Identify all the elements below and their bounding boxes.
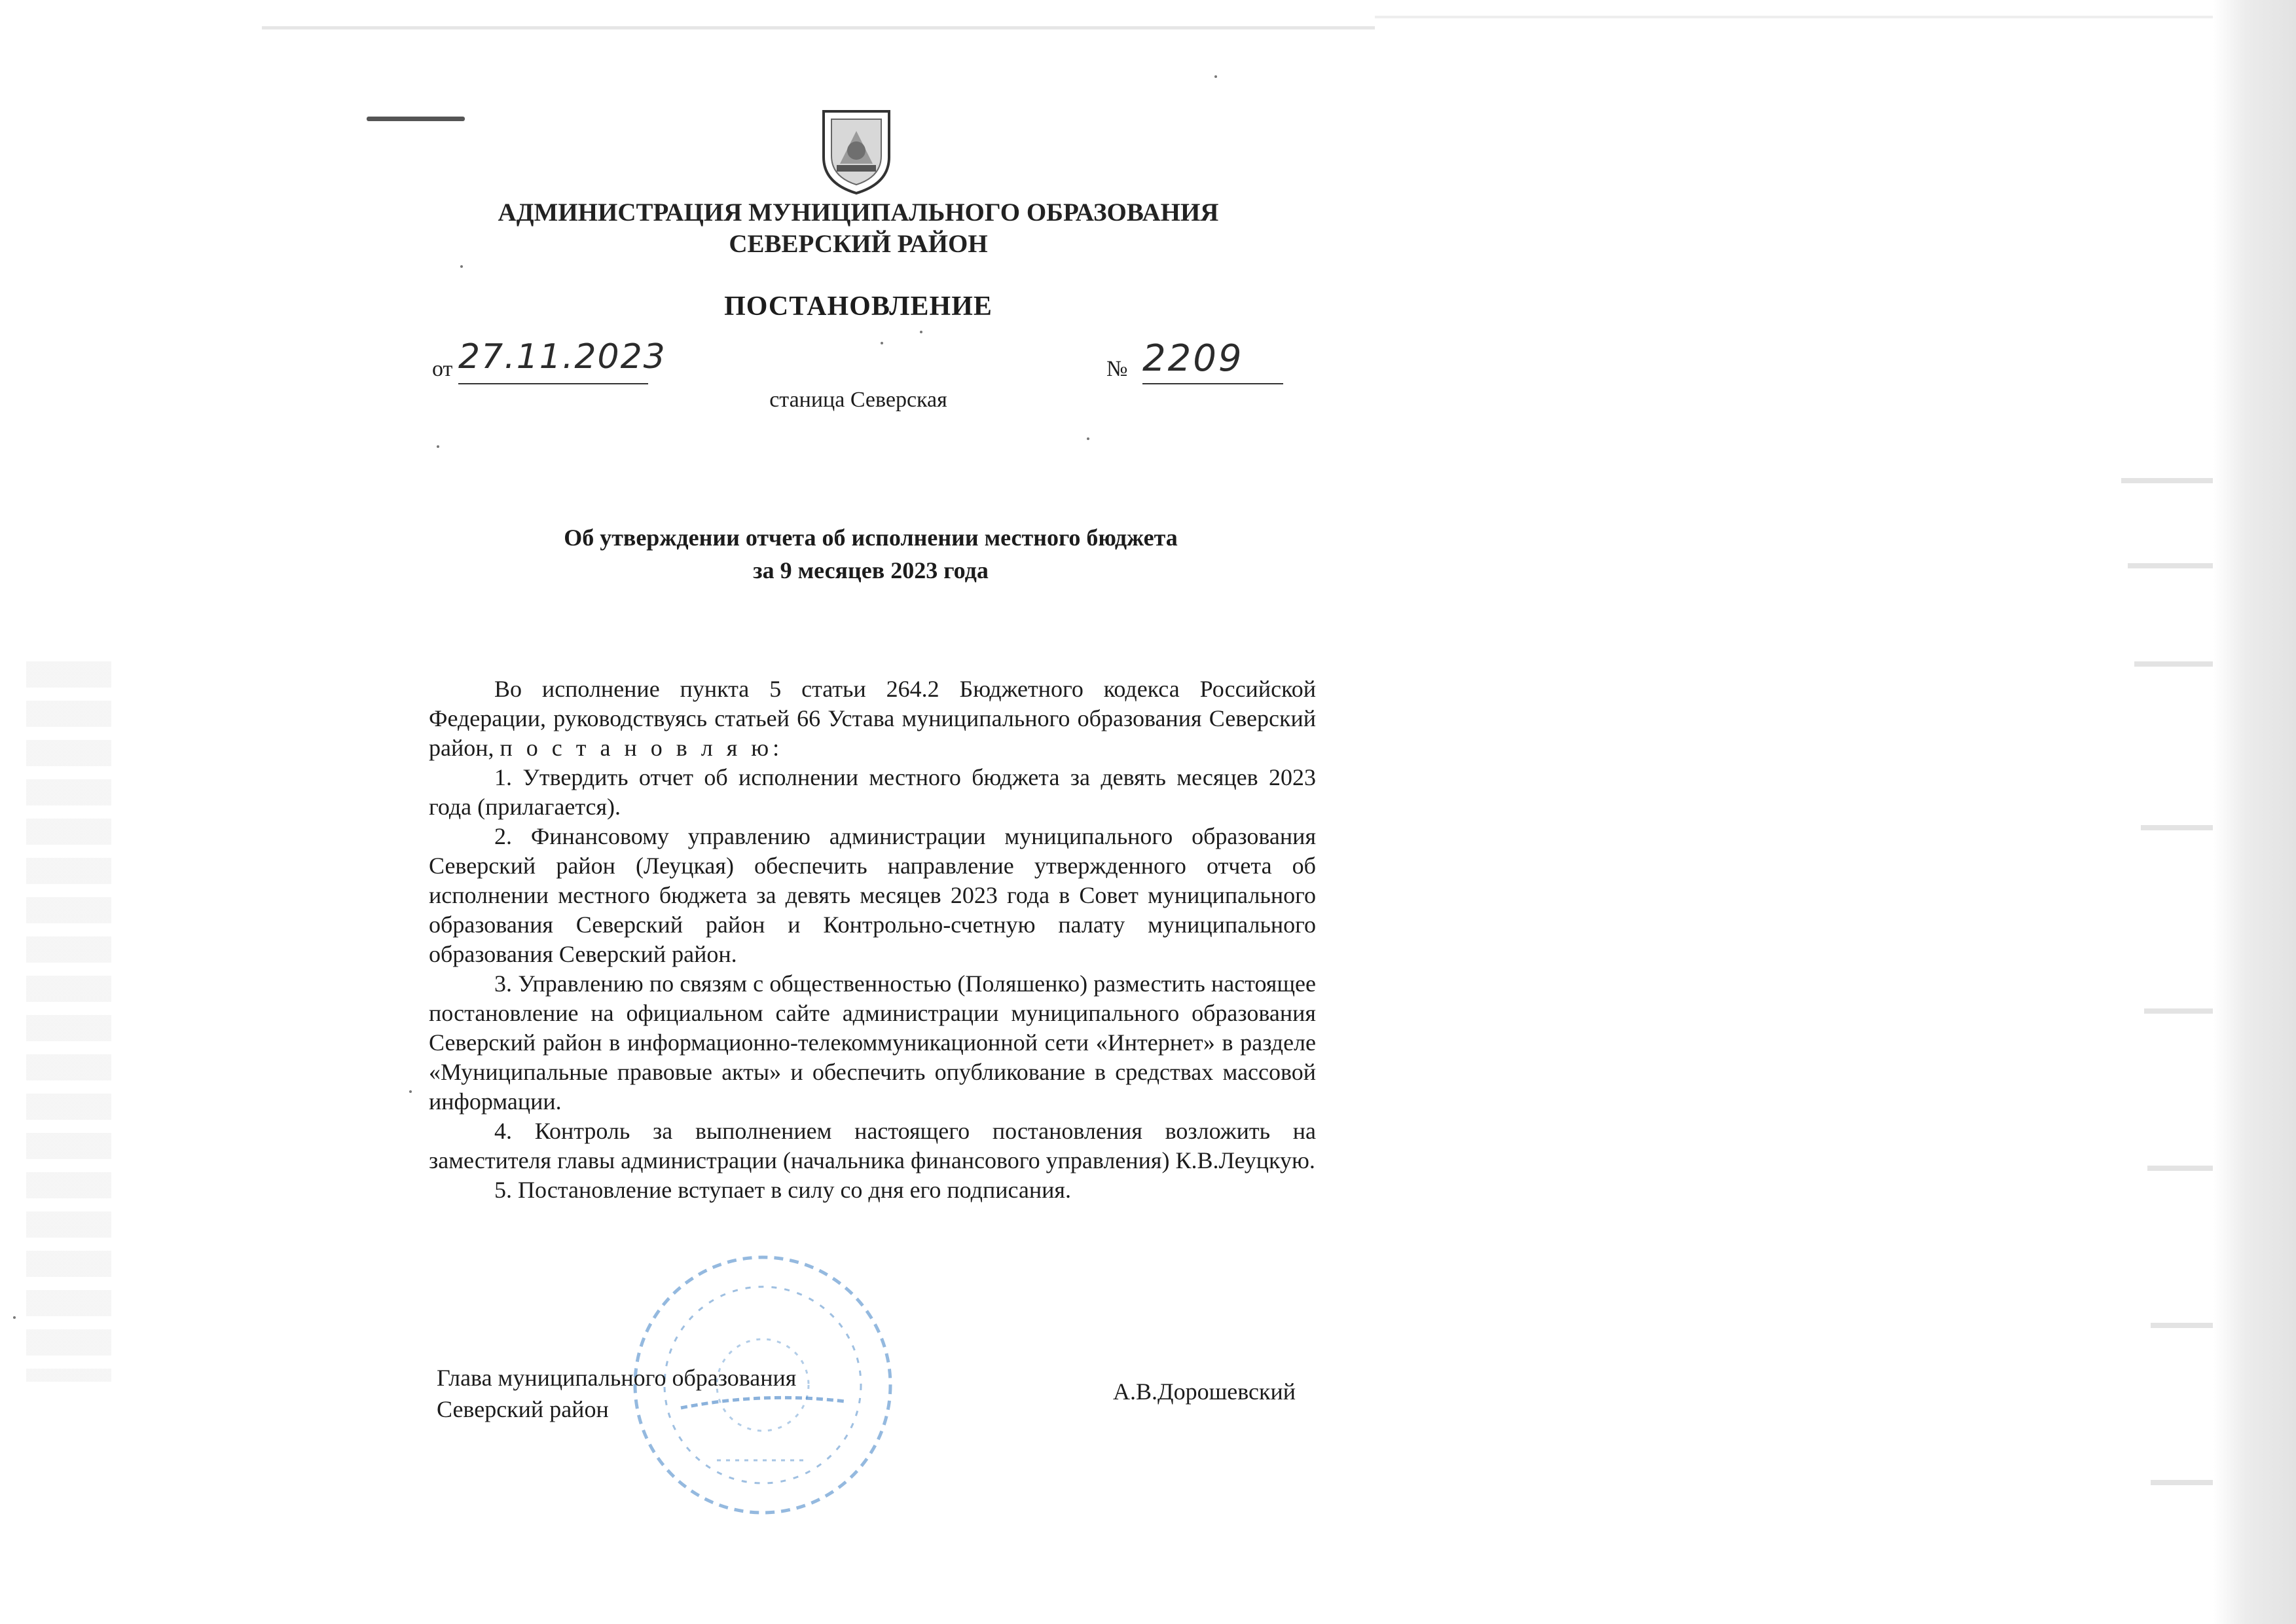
scan-speck — [13, 1316, 16, 1319]
authority-name-line2: СЕВЕРСКИЙ РАЙОН — [729, 230, 988, 258]
scan-artifact-line — [1375, 16, 2226, 18]
signatory-name: А.В.Дорошевский — [1113, 1378, 1296, 1405]
number-prefix: № — [1106, 357, 1128, 381]
scan-artifact-bleed — [2128, 563, 2213, 568]
scan-artifact-bleed — [2151, 1323, 2213, 1328]
scan-artifact-bleed — [2134, 661, 2213, 667]
document-subject — [445, 521, 1296, 587]
scan-speck — [920, 331, 922, 333]
scan-speck — [437, 445, 439, 448]
scan-speck — [1214, 75, 1217, 78]
scan-speck — [1087, 437, 1089, 440]
document-date: 27.11.2023 — [458, 337, 648, 384]
scan-artifact-bleed — [2147, 1166, 2213, 1171]
scan-artifact-bleed — [2141, 825, 2213, 830]
scan-speck — [409, 1090, 412, 1093]
document-body — [429, 674, 1316, 1205]
body-item-3: 3. Управлению по связям с общественностью (Поляшенко) разместить настоящее постановление на официальном сайте администрации муниципального образования Северский район в информационно-телекоммуникационной сети «Интернет» в разделе «Муниципальные правовые акты» и обеспечить опубликование в средствах массовой информации. — [429, 970, 1316, 1115]
body-intro — [429, 674, 1316, 763]
body-item-5: 5. Постановление вступает в силу со дня его подписания. — [494, 1177, 1071, 1203]
scan-artifact-bleed — [2121, 478, 2213, 483]
resolve-word: п о с т а н о в л я ю: — [500, 735, 784, 761]
coat-of-arms-icon — [817, 105, 896, 196]
subject-line2: за 9 месяцев 2023 года — [753, 557, 989, 583]
subject-line1: Об утверждении отчета об исполнении местного бюджета — [564, 525, 1178, 551]
document-number: 2209 — [1142, 337, 1283, 384]
signatory-position-line1: Глава муниципального образования — [437, 1365, 797, 1391]
scan-artifact-bleed — [2144, 1008, 2213, 1014]
authority-name-line1: АДМИНИСТРАЦИЯ МУНИЦИПАЛЬНОГО ОБРАЗОВАНИЯ — [498, 198, 1219, 227]
body-item-2: 2. Финансовому управлению администрации муниципального образования Северский район (Леуцкая) обеспечить направление утвержденного отчета об исполнении местного бюджета за девять месяцев 2023 года в Совет муниципального образования Северский район и Контрольно-счетную палату муниципального образования Северский район. — [429, 823, 1316, 967]
signatory-position-line2: Северский район — [437, 1396, 609, 1422]
body-item-4: 4. Контроль за выполнением настоящего постановления возложить на заместителя главы администрации (начальника финансового управления) К.В.Леуцкую. — [429, 1118, 1316, 1173]
scan-speck — [881, 342, 883, 344]
date-prefix: от — [432, 357, 453, 381]
document-place: станица Северская — [769, 388, 947, 412]
scan-artifact-bleed — [26, 661, 111, 1382]
scan-artifact-line — [262, 26, 1375, 29]
document-type-title: ПОСТАНОВЛЕНИЕ — [724, 291, 993, 322]
intro-text: Во исполнение пункта 5 статьи 264.2 Бюджетного кодекса Российской Федерации, руководствуясь статьей 66 Устава муниципального образования Северский район, — [429, 676, 1316, 761]
body-item-1: 1. Утвердить отчет об исполнении местного бюджета за девять месяцев 2023 года (прилагается). — [429, 764, 1316, 820]
signatory-position — [437, 1362, 796, 1425]
scan-speck — [460, 265, 463, 268]
scan-artifact-bleed — [2151, 1480, 2213, 1485]
margin-mark — [367, 117, 465, 121]
scan-edge-shadow — [2213, 0, 2296, 1624]
